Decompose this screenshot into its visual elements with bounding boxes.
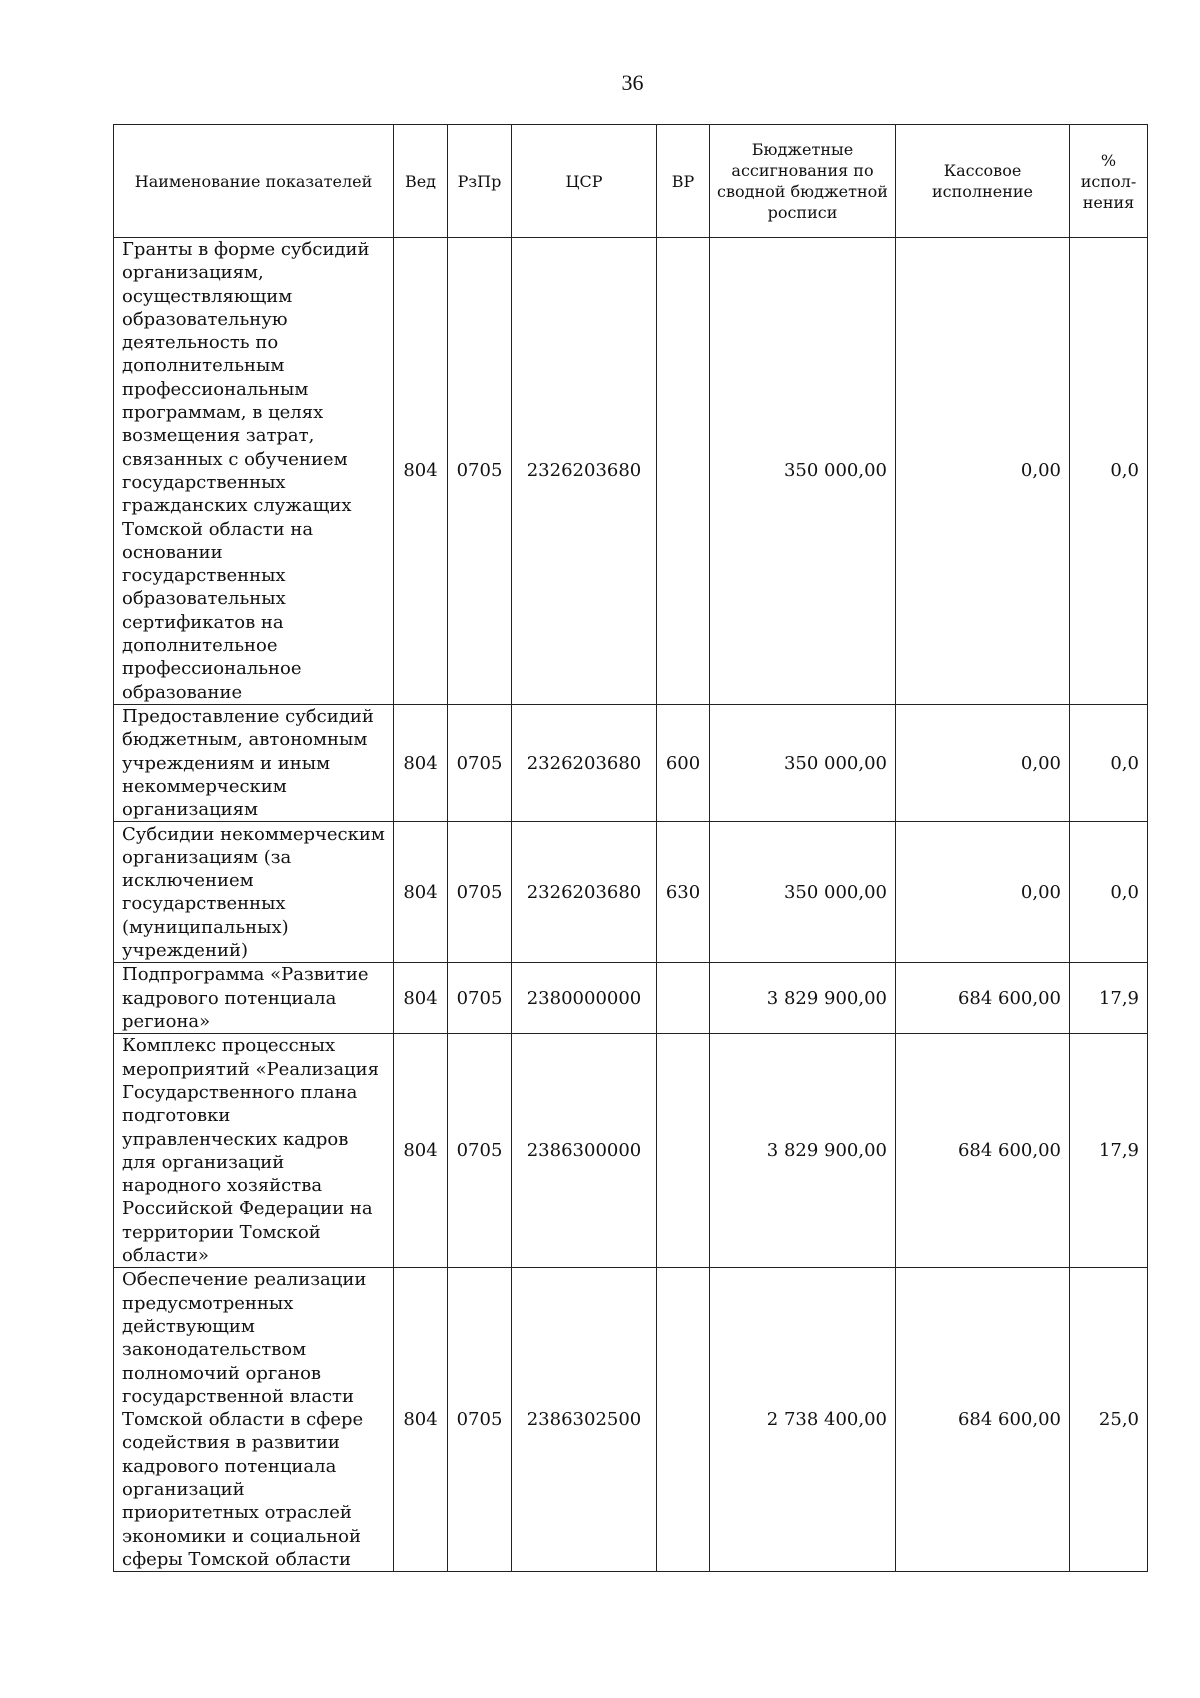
row-name: Субсидии некоммерческим организациям (за исключением государственных (муниципальных) учреждений) bbox=[114, 822, 394, 963]
row-rzpr: 0705 bbox=[448, 238, 512, 705]
row-percent: 0,0 bbox=[1070, 704, 1148, 821]
row-csr: 2386302500 bbox=[512, 1268, 657, 1572]
row-rzpr: 0705 bbox=[448, 1268, 512, 1572]
table-row bbox=[114, 238, 1148, 705]
row-budget: 2 738 400,00 bbox=[710, 1268, 896, 1572]
row-ved: 804 bbox=[394, 822, 448, 963]
row-percent: 17,9 bbox=[1070, 1034, 1148, 1268]
row-rzpr: 0705 bbox=[448, 822, 512, 963]
table-body bbox=[114, 238, 1148, 1572]
row-csr: 2326203680 bbox=[512, 238, 657, 705]
header-vr: ВР bbox=[657, 125, 710, 238]
row-name: Гранты в форме субсидий организациям, осуществляющим образовательную деятельность по дополнительным профессиональным программам, в целях возмещения затрат, связанных с обучением государственных гражданских служащих Томской области на основании государственных образовательных сертификатов на дополнительное профессиональное образование bbox=[114, 238, 394, 705]
row-csr: 2380000000 bbox=[512, 963, 657, 1034]
row-ved: 804 bbox=[394, 1268, 448, 1572]
row-percent: 0,0 bbox=[1070, 238, 1148, 705]
header-row bbox=[114, 125, 1148, 238]
header-ved: Вед bbox=[394, 125, 448, 238]
row-cash: 684 600,00 bbox=[896, 1268, 1070, 1572]
row-budget: 350 000,00 bbox=[710, 238, 896, 705]
header-csr: ЦСР bbox=[512, 125, 657, 238]
row-ved: 804 bbox=[394, 704, 448, 821]
row-cash: 0,00 bbox=[896, 704, 1070, 821]
row-vr: 630 bbox=[657, 822, 710, 963]
row-name: Обеспечение реализации предусмотренных действующим законодательством полномочий органов государственной власти Томской области в сфере содействия в развитии кадрового потенциала организаций приоритетных отраслей экономики и социальной сферы Томской области bbox=[114, 1268, 394, 1572]
row-name: Комплекс процессных мероприятий «Реализация Государственного плана подготовки управленческих кадров для организаций народного хозяйства Российской Федерации на территории Томской области» bbox=[114, 1034, 394, 1268]
row-name: Подпрограмма «Развитие кадрового потенциала региона» bbox=[114, 963, 394, 1034]
table-row bbox=[114, 704, 1148, 821]
row-rzpr: 0705 bbox=[448, 704, 512, 821]
row-csr: 2386300000 bbox=[512, 1034, 657, 1268]
header-cash: Кассовое исполнение bbox=[896, 125, 1070, 238]
row-vr bbox=[657, 1034, 710, 1268]
header-percent: % испол-нения bbox=[1070, 125, 1148, 238]
row-name: Предоставление субсидий бюджетным, автономным учреждениям и иным некоммерческим организациям bbox=[114, 704, 394, 821]
table-row bbox=[114, 1034, 1148, 1268]
header-name: Наименование показателей bbox=[114, 125, 394, 238]
row-ved: 804 bbox=[394, 238, 448, 705]
table-row bbox=[114, 963, 1148, 1034]
row-vr bbox=[657, 1268, 710, 1572]
row-budget: 350 000,00 bbox=[710, 822, 896, 963]
table-row bbox=[114, 822, 1148, 963]
row-ved: 804 bbox=[394, 963, 448, 1034]
row-ved: 804 bbox=[394, 1034, 448, 1268]
table-row bbox=[114, 1268, 1148, 1572]
table-header bbox=[114, 125, 1148, 238]
budget-execution-table bbox=[113, 124, 1148, 1572]
row-cash: 0,00 bbox=[896, 238, 1070, 705]
row-percent: 17,9 bbox=[1070, 963, 1148, 1034]
row-cash: 0,00 bbox=[896, 822, 1070, 963]
row-budget: 3 829 900,00 bbox=[710, 963, 896, 1034]
header-budget: Бюджетные ассигнования по сводной бюджетной росписи bbox=[710, 125, 896, 238]
row-rzpr: 0705 bbox=[448, 963, 512, 1034]
row-csr: 2326203680 bbox=[512, 704, 657, 821]
row-percent: 0,0 bbox=[1070, 822, 1148, 963]
row-budget: 3 829 900,00 bbox=[710, 1034, 896, 1268]
row-vr bbox=[657, 238, 710, 705]
row-cash: 684 600,00 bbox=[896, 1034, 1070, 1268]
row-vr bbox=[657, 963, 710, 1034]
header-rzpr: РзПр bbox=[448, 125, 512, 238]
row-percent: 25,0 bbox=[1070, 1268, 1148, 1572]
row-budget: 350 000,00 bbox=[710, 704, 896, 821]
page-number: 36 bbox=[621, 70, 644, 95]
row-vr: 600 bbox=[657, 704, 710, 821]
row-csr: 2326203680 bbox=[512, 822, 657, 963]
row-rzpr: 0705 bbox=[448, 1034, 512, 1268]
row-cash: 684 600,00 bbox=[896, 963, 1070, 1034]
